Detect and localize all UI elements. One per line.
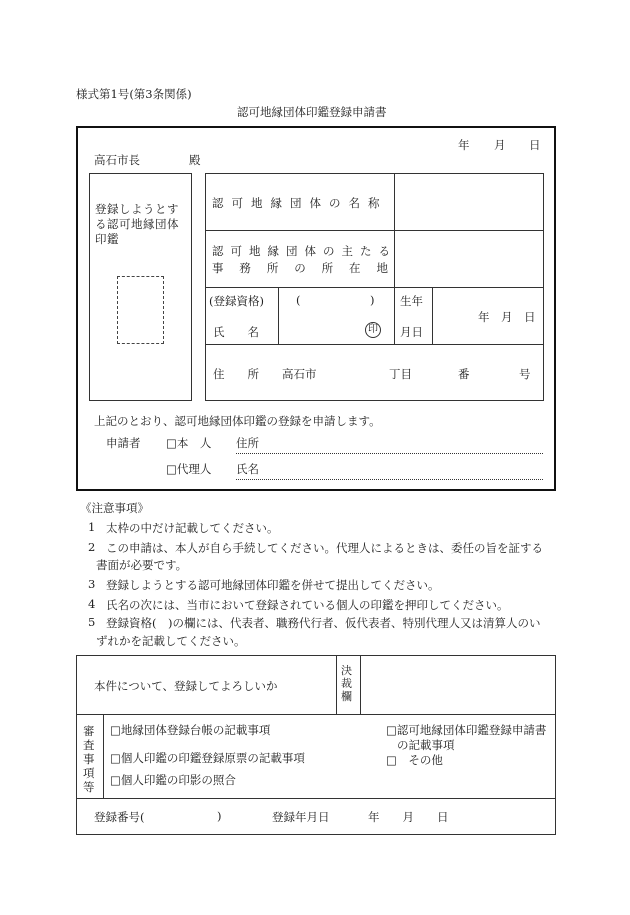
org-name-label: 認可地縁団体の名称 bbox=[212, 196, 388, 210]
note-text-5: 登録資格( )の欄には、代表者、職務代行者、仮代表者、特別代理人又は清算人のい bbox=[106, 616, 541, 630]
note-number-2: 2 bbox=[88, 540, 96, 554]
applicant-address-label: 住所 bbox=[236, 436, 259, 450]
reg-number-close: ) bbox=[217, 809, 222, 823]
address-field[interactable] bbox=[322, 348, 532, 398]
check-registration-record[interactable]: □個人印鑑の印鑑登録原票の記載事項 bbox=[110, 751, 305, 765]
note-number-1: 1 bbox=[88, 520, 96, 534]
qualification-field[interactable] bbox=[302, 291, 368, 309]
review-label: 審査事項等 bbox=[83, 724, 95, 794]
check-seal-comparison[interactable]: □個人印鑑の印影の照合 bbox=[110, 773, 236, 787]
option-agent-checkbox[interactable]: □代理人 bbox=[166, 462, 212, 476]
name-label: 氏 名 bbox=[213, 325, 259, 339]
address-city: 高石市 bbox=[282, 367, 317, 381]
approval-question: 本件について、登録してよろしいか bbox=[94, 679, 278, 693]
note-text-2: この申請は、本人が自ら手続してください。代理人によるときは、委任の旨を証する bbox=[106, 541, 543, 555]
address-banchi: 番 bbox=[458, 367, 470, 381]
note-text-3: 登録しようとする認可地縁団体印鑑を併せて提出してください。 bbox=[106, 578, 440, 592]
reg-number-label: 登録番号( bbox=[94, 810, 145, 824]
note-text-4: 氏名の次には、当市において登録されている個人の印鑑を押印してください。 bbox=[106, 598, 509, 612]
form-number: 様式第1号(第3条関係) bbox=[76, 87, 192, 101]
representative-name-field[interactable] bbox=[282, 312, 364, 340]
applicant-name-line[interactable] bbox=[236, 479, 543, 480]
address-chome: 丁目 bbox=[389, 367, 412, 381]
applicant-name-label: 氏名 bbox=[236, 462, 259, 476]
address-go: 号 bbox=[519, 367, 531, 381]
note-cont-5: ずれかを記載してください。 bbox=[96, 634, 246, 648]
date-day: 日 bbox=[529, 138, 541, 152]
note-number-4: 4 bbox=[88, 597, 96, 611]
applicant-address-line[interactable] bbox=[236, 453, 543, 454]
org-name-field[interactable] bbox=[396, 175, 542, 229]
birth-label-bottom: 月日 bbox=[400, 325, 423, 339]
seal-mark: 印 bbox=[365, 322, 381, 338]
office-label-line2: 事 務 所 の 所 在 地 bbox=[212, 261, 388, 275]
check-ledger[interactable]: □地縁団体登録台帳の記載事項 bbox=[110, 723, 271, 737]
check-other[interactable]: □ その他 bbox=[386, 753, 443, 767]
birth-date-field[interactable]: 年 月 日 bbox=[478, 310, 536, 324]
honorific: 殿 bbox=[189, 153, 201, 167]
birth-label-top: 生年 bbox=[400, 294, 423, 308]
applicant-label: 申請者 bbox=[106, 436, 141, 450]
option-self-checkbox[interactable]: □本 人 bbox=[166, 436, 212, 450]
note-text-1: 太枠の中だけ記載してください。 bbox=[106, 521, 279, 535]
office-label-line1: 認可地縁団体の主たる bbox=[212, 244, 397, 258]
date-year: 年 bbox=[458, 138, 470, 152]
seal-box-label: 登録しようとする認可地縁団体印鑑 bbox=[95, 202, 179, 246]
reg-number-field[interactable] bbox=[150, 806, 216, 824]
reg-date-label: 登録年月日 bbox=[272, 810, 330, 824]
qualification-paren-open: ( bbox=[296, 293, 301, 307]
reg-date-field[interactable]: 年 月 日 bbox=[368, 810, 449, 824]
note-number-5: 5 bbox=[88, 615, 96, 629]
note-number-3: 3 bbox=[88, 577, 96, 591]
note-cont-2: 書面が必要です。 bbox=[96, 558, 188, 572]
form-title: 認可地縁団体印鑑登録申請書 bbox=[237, 105, 387, 119]
decision-label: 決裁欄 bbox=[341, 664, 352, 703]
notes-heading: 《注意事項》 bbox=[80, 501, 149, 515]
qualification-paren-close: ) bbox=[370, 293, 375, 307]
date-month: 月 bbox=[494, 138, 506, 152]
addressee: 高石市長 bbox=[94, 153, 140, 167]
seal-impression-area[interactable] bbox=[117, 276, 164, 344]
decision-field[interactable] bbox=[362, 657, 554, 713]
qualification-label: (登録資格) bbox=[209, 294, 264, 308]
statement: 上記のとおり、認可地縁団体印鑑の登録を申請します。 bbox=[94, 414, 381, 428]
check-application-form-cont: の記載事項 bbox=[397, 738, 455, 752]
address-label: 住 所 bbox=[213, 367, 259, 381]
check-application-form[interactable]: □認可地縁団体印鑑登録申請書 bbox=[386, 723, 547, 737]
office-address-field[interactable] bbox=[396, 232, 542, 286]
